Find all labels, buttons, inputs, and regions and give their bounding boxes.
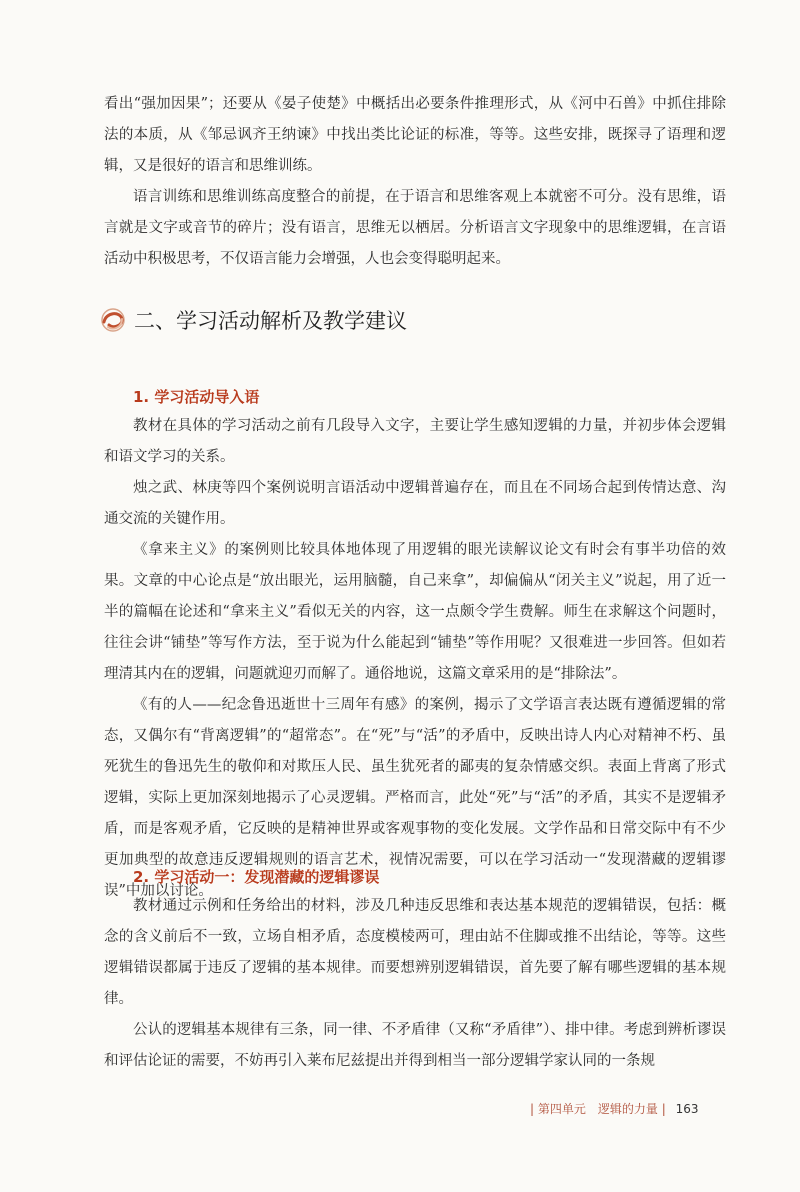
intro-text — [104, 89, 726, 275]
swirl-icon — [100, 307, 126, 333]
paragraph: 公认的逻辑基本规律有三条，同一律、不矛盾律（又称“矛盾律”）、排中律。考虑到辨析谬误和评估论证的需要，不妨再引入莱布尼兹提出并得到相当一部分逻辑学家认同的一条规 — [104, 1022, 726, 1069]
subsection-1-body — [104, 411, 726, 907]
paragraph: 教材通过示例和任务给出的材料，涉及几种违反思维和表达基本规范的逻辑错误，包括：概念的含义前后不一致，立场自相矛盾，态度模棱两可，理由站不住脚或推不出结论，等等。这些逻辑错误都属于违反了逻辑的基本规律。而要想辨别逻辑错误，首先要了解有哪些逻辑的基本规律。 — [104, 898, 726, 1007]
page-footer: | 第四单元 逻辑的力量 | 163 — [530, 1102, 699, 1116]
footer-unit: 第四单元 逻辑的力量 — [537, 1102, 658, 1116]
subsection-1-title: 1. 学习活动导入语 — [133, 388, 260, 406]
paragraph: 烛之武、林庚等四个案例说明言语活动中逻辑普遍存在，而且在不同场合起到传情达意、沟通交流的关键作用。 — [104, 480, 726, 527]
paragraph: 《拿来主义》的案例则比较具体地体现了用逻辑的眼光读解议论文有时会有事半功倍的效果。文章的中心论点是“放出眼光，运用脑髓，自己来拿”，却偏偏从“闭关主义”说起，用了近一半的篇幅在论述和“拿来主义”看似无关的内容，这一点颇令学生费解。师生在求解这个问题时，往往会讲“铺垫”等写作方法，至于说为什么能起到“铺垫”等作用呢？又很难进一步回答。但如若理清其内在的逻辑，问题就迎刃而解了。通俗地说，这篇文章采用的是“排除法”。 — [104, 542, 726, 682]
subsection-2-body — [104, 891, 726, 1077]
subsection-2-title: 2. 学习活动一：发现潜藏的逻辑谬误 — [133, 868, 380, 886]
paragraph: 《有的人——纪念鲁迅逝世十三周年有感》的案例，揭示了文学语言表达既有遵循逻辑的常态，又偶尔有“背离逻辑”的“超常态”。在“死”与“活”的矛盾中，反映出诗人内心对精神不朽、虽死犹生的鲁迅先生的敬仰和对欺压人民、虽生犹死者的鄙夷的复杂情感交织。表面上背离了形式逻辑，实际上更加深刻地揭示了心灵逻辑。严格而言，此处“死”与“活”的矛盾，其实不是逻辑矛盾，而是客观矛盾，它反映的是精神世界或客观事物的变化发展。文学作品和日常交际中有不少更加典型的故意违反逻辑规则的语言艺术，视情况需要，可以在学习活动一“发现潜藏的逻辑谬误”中加以讨论。 — [104, 697, 726, 899]
page-number: 163 — [675, 1102, 699, 1116]
paragraph: 教材在具体的学习活动之前有几段导入文字，主要让学生感知逻辑的力量，并初步体会逻辑和语文学习的关系。 — [104, 418, 726, 465]
section-heading — [100, 305, 407, 335]
intro-paragraph-2: 语言训练和思维训练高度整合的前提，在于语言和思维客观上本就密不可分。没有思维，语言就是文字或音节的碎片；没有语言，思维无以栖居。分析语言文字现象中的思维逻辑，在言语活动中积极思考，不仅语言能力会增强，人也会变得聪明起来。 — [104, 189, 726, 267]
intro-paragraph-1: 看出“强加因果”；还要从《晏子使楚》中概括出必要条件推理形式，从《河中石兽》中抓住排除法的本质，从《邹忌讽齐王纳谏》中找出类比论证的标准，等等。这些安排，既探寻了语理和逻辑，又是很好的语言和思维训练。 — [104, 96, 726, 174]
section-title: 二、学习活动解析及教学建议 — [134, 309, 407, 333]
